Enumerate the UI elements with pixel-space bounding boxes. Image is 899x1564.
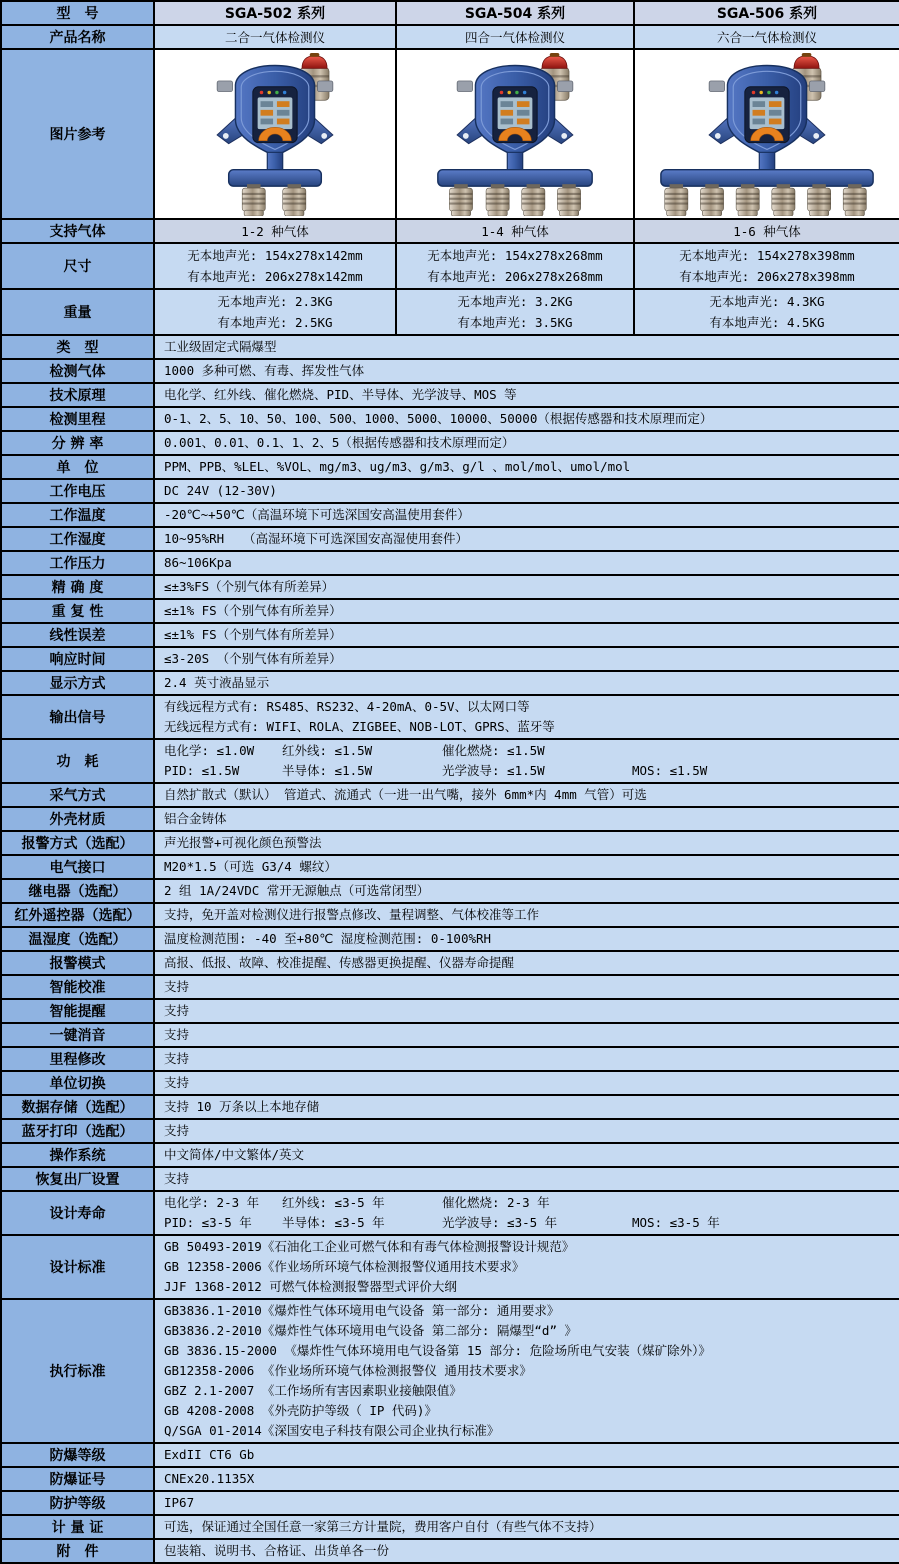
spec-label: 操作系统 (1, 1143, 154, 1167)
spec-value-line: 0-1、2、5、10、50、100、500、1000、5000、10000、50000（根据传感器和技术原理而定） (164, 411, 713, 426)
spec-value (154, 359, 899, 383)
size-506-no-alarm: 无本地声光: 154x278x398mm (679, 248, 855, 263)
spec-value-line (164, 741, 893, 761)
spec-value-line: 10~95%RH （高湿环境下可选深国安高湿使用套件） (164, 531, 468, 546)
spec-value (154, 599, 899, 623)
spec-value-segment: 半导体: ≤3-5 年 (282, 1215, 385, 1230)
gas-support-row (1, 219, 899, 243)
spec-label: 一键消音 (1, 1023, 154, 1047)
spec-row (1, 831, 899, 855)
spec-value-line: GB12358-2006 《作业场所环境气体检测报警仪 通用技术要求》 (164, 1363, 532, 1378)
spec-value-segment: PID: ≤3-5 年 (164, 1215, 252, 1230)
spec-value (154, 575, 899, 599)
spec-value-line: 2 组 1A/24VDC 常开无源触点（可选常闭型） (164, 883, 430, 898)
size-504 (396, 243, 634, 289)
spec-value (154, 1047, 899, 1071)
spec-label: 单 位 (1, 455, 154, 479)
spec-row (1, 807, 899, 831)
spec-value (154, 695, 899, 739)
product-image-6in1 (642, 52, 892, 216)
weight-504-no-alarm: 无本地声光: 3.2KG (457, 294, 573, 309)
spec-value-line: CNEx20.1135X (164, 1471, 255, 1486)
weight-label: 重量 (1, 289, 154, 335)
spec-row (1, 407, 899, 431)
spec-value-line: 自然扩散式（默认） 管道式、流通式（一进一出气嘴，接外 6mm*内 4mm 气管）可选 (164, 787, 647, 802)
spec-value (154, 1539, 899, 1563)
model-row (1, 1, 899, 25)
weight-506-with-alarm: 有本地声光: 4.5KG (709, 315, 825, 330)
spec-label: 数据存储（选配） (1, 1095, 154, 1119)
weight-502-with-alarm: 有本地声光: 2.5KG (217, 315, 333, 330)
spec-value (154, 783, 899, 807)
spec-row (1, 1167, 899, 1191)
spec-value (154, 503, 899, 527)
spec-label: 智能提醒 (1, 999, 154, 1023)
spec-label: 报警方式（选配） (1, 831, 154, 855)
spec-value (154, 1299, 899, 1443)
spec-value-segment: 催化燃烧: 2-3 年 (442, 1195, 550, 1210)
spec-value (154, 407, 899, 431)
spec-row (1, 1143, 899, 1167)
spec-label: 外壳材质 (1, 807, 154, 831)
spec-label: 蓝牙打印（选配） (1, 1119, 154, 1143)
spec-row (1, 623, 899, 647)
spec-value-line: 温度检测范围: -40 至+80℃ 湿度检测范围: 0-100%RH (164, 931, 492, 946)
spec-row (1, 879, 899, 903)
spec-label: 执行标准 (1, 1299, 154, 1443)
spec-value-line: 包装箱、说明书、合格证、出货单各一份 (164, 1543, 390, 1558)
spec-value-line: ≤3-20S （个别气体有所差异） (164, 651, 342, 666)
spec-value-line: 有线远程方式有: RS485、RS232、4-20mA、0-5V、以太网口等 (164, 699, 530, 714)
spec-value (154, 1491, 899, 1515)
spec-value-line: 1000 多种可燃、有毒、挥发性气体 (164, 363, 365, 378)
spec-value (154, 479, 899, 503)
size-502-with-alarm: 有本地声光: 206x278x142mm (187, 269, 363, 284)
spec-value-line: GB 12358-2006《作业场所环境气体检测报警仪通用技术要求》 (164, 1259, 525, 1274)
spec-label: 采气方式 (1, 783, 154, 807)
spec-value-line: 支持 10 万条以上本地存储 (164, 1099, 320, 1114)
gas-support-506: 1-6 种气体 (634, 219, 899, 243)
spec-label: 附 件 (1, 1539, 154, 1563)
spec-row (1, 383, 899, 407)
spec-row (1, 551, 899, 575)
spec-row (1, 1491, 899, 1515)
spec-value-line: GB3836.2-2010《爆炸性气体环境用电气设备 第二部分: 隔爆型“d” 》 (164, 1323, 578, 1338)
spec-value (154, 623, 899, 647)
spec-value-line: ≤±1% FS（个别气体有所差异） (164, 627, 342, 642)
spec-value (154, 671, 899, 695)
image-row (1, 49, 899, 219)
spec-row (1, 951, 899, 975)
spec-value-segment: 红外线: ≤1.5W (282, 743, 373, 758)
weight-502 (154, 289, 396, 335)
spec-value-segment: 半导体: ≤1.5W (282, 763, 373, 778)
spec-label: 类 型 (1, 335, 154, 359)
spec-value (154, 647, 899, 671)
spec-value (154, 455, 899, 479)
spec-value-line: GBZ 2.1-2007 《工作场所有害因素职业接触限值》 (164, 1383, 462, 1398)
spec-row (1, 479, 899, 503)
spec-row (1, 647, 899, 671)
spec-row (1, 1047, 899, 1071)
spec-value-line: 支持 (164, 1051, 190, 1066)
spec-value (154, 383, 899, 407)
spec-value (154, 975, 899, 999)
size-506 (634, 243, 899, 289)
spec-row (1, 1071, 899, 1095)
model-label: 型 号 (1, 1, 154, 25)
product-image-2in1 (157, 52, 393, 216)
spec-value-line: GB 3836.15-2000 《爆炸性气体环境用电气设备第 15 部分: 危险场所电气安装（煤矿除外）》 (164, 1343, 711, 1358)
size-502 (154, 243, 396, 289)
spec-value (154, 1167, 899, 1191)
spec-row (1, 1095, 899, 1119)
size-row (1, 243, 899, 289)
image-label: 图片参考 (1, 49, 154, 219)
spec-label: 输出信号 (1, 695, 154, 739)
size-502-no-alarm: 无本地声光: 154x278x142mm (187, 248, 363, 263)
product-name-506: 六合一气体检测仪 (634, 25, 899, 49)
spec-row (1, 975, 899, 999)
spec-label: 工作湿度 (1, 527, 154, 551)
spec-row (1, 1299, 899, 1443)
spec-value-line: GB 50493-2019《石油化工企业可燃气体和有毒气体检测报警设计规范》 (164, 1239, 575, 1254)
spec-value-line: 支持 (164, 1075, 190, 1090)
spec-label: 分 辨 率 (1, 431, 154, 455)
product-name-row (1, 25, 899, 49)
spec-value-line: DC 24V (12-30V) (164, 483, 277, 498)
spec-value (154, 739, 899, 783)
spec-label: 防爆等级 (1, 1443, 154, 1467)
spec-value (154, 951, 899, 975)
spec-value-line: 支持 (164, 1027, 190, 1042)
spec-label: 检测气体 (1, 359, 154, 383)
spec-label: 计 量 证 (1, 1515, 154, 1539)
spec-value-line (164, 761, 893, 781)
spec-value-line: 铝合金铸体 (164, 811, 227, 826)
spec-value-segment: 红外线: ≤3-5 年 (282, 1195, 385, 1210)
spec-label: 线性误差 (1, 623, 154, 647)
spec-label: 里程修改 (1, 1047, 154, 1071)
spec-row (1, 783, 899, 807)
spec-label: 工作电压 (1, 479, 154, 503)
spec-row (1, 1515, 899, 1539)
spec-value-line: GB 4208-2008 《外壳防护等级（ IP 代码)》 (164, 1403, 437, 1418)
weight-504 (396, 289, 634, 335)
gas-support-label: 支持气体 (1, 219, 154, 243)
weight-506 (634, 289, 899, 335)
spec-value-segment: 电化学: ≤1.0W (164, 743, 255, 758)
spec-value (154, 1515, 899, 1539)
weight-row (1, 289, 899, 335)
size-506-with-alarm: 有本地声光: 206x278x398mm (679, 269, 855, 284)
product-name-504: 四合一气体检测仪 (396, 25, 634, 49)
spec-row (1, 455, 899, 479)
spec-label: 防爆证号 (1, 1467, 154, 1491)
spec-value (154, 831, 899, 855)
spec-value-line (164, 1193, 893, 1213)
spec-value-line: 86~106Kpa (164, 555, 232, 570)
spec-value-line: -20℃~+50℃（高温环境下可选深国安高温使用套件） (164, 507, 470, 522)
spec-label: 重 复 性 (1, 599, 154, 623)
spec-label: 显示方式 (1, 671, 154, 695)
spec-value-segment: 光学波导: ≤1.5W (442, 763, 545, 778)
spec-label: 设计寿命 (1, 1191, 154, 1235)
gas-support-502: 1-2 种气体 (154, 219, 396, 243)
spec-value-line: 支持 (164, 1123, 190, 1138)
spec-value-line: IP67 (164, 1495, 195, 1510)
spec-label: 电气接口 (1, 855, 154, 879)
weight-504-with-alarm: 有本地声光: 3.5KG (457, 315, 573, 330)
spec-value (154, 1443, 899, 1467)
spec-label: 防护等级 (1, 1491, 154, 1515)
spec-value-line: 高报、低报、故障、校准提醒、传感器更换提醒、仪器寿命提醒 (164, 955, 515, 970)
spec-row (1, 695, 899, 739)
spec-value-line: GB3836.1-2010《爆炸性气体环境用电气设备 第一部分: 通用要求》 (164, 1303, 560, 1318)
spec-value-segment: 催化燃烧: ≤1.5W (442, 743, 545, 758)
spec-value-segment: MOS: ≤3-5 年 (632, 1215, 720, 1230)
spec-value-line: 支持，免开盖对检测仪进行报警点修改、量程调整、气体校准等工作 (164, 907, 540, 922)
spec-value-line: 支持 (164, 1003, 190, 1018)
size-504-no-alarm: 无本地声光: 154x278x268mm (427, 248, 603, 263)
spec-row (1, 359, 899, 383)
spec-row (1, 1119, 899, 1143)
size-504-with-alarm: 有本地声光: 206x278x268mm (427, 269, 603, 284)
spec-value (154, 927, 899, 951)
spec-row (1, 927, 899, 951)
spec-row (1, 431, 899, 455)
spec-value-line: M20*1.5（可选 G3/4 螺纹） (164, 859, 337, 874)
spec-value (154, 551, 899, 575)
spec-label: 响应时间 (1, 647, 154, 671)
spec-value-line: 中文简体/中文繁体/英文 (164, 1147, 305, 1162)
spec-label: 智能校准 (1, 975, 154, 999)
spec-value-line: ≤±3%FS（个别气体有所差异） (164, 579, 335, 594)
spec-row (1, 1443, 899, 1467)
spec-row (1, 671, 899, 695)
spec-value-line: 工业级固定式隔爆型 (164, 339, 277, 354)
spec-value (154, 807, 899, 831)
spec-label: 工作压力 (1, 551, 154, 575)
spec-label: 继电器（选配） (1, 879, 154, 903)
product-image-cell-504 (396, 49, 634, 219)
spec-value (154, 1023, 899, 1047)
spec-value (154, 903, 899, 927)
spec-value (154, 1143, 899, 1167)
spec-value (154, 527, 899, 551)
spec-label: 红外遥控器（选配） (1, 903, 154, 927)
weight-502-no-alarm: 无本地声光: 2.3KG (217, 294, 333, 309)
spec-value (154, 879, 899, 903)
spec-value (154, 855, 899, 879)
model-sga504: SGA-504 系列 (396, 1, 634, 25)
spec-row (1, 1539, 899, 1563)
spec-label: 检测里程 (1, 407, 154, 431)
spec-value-line: Q/SGA 01-2014《深国安电子科技有限公司企业执行标准》 (164, 1423, 500, 1438)
spec-value-line: 2.4 英寸液晶显示 (164, 675, 270, 690)
spec-row (1, 1023, 899, 1047)
spec-row (1, 527, 899, 551)
model-sga502: SGA-502 系列 (154, 1, 396, 25)
spec-value-segment: PID: ≤1.5W (164, 763, 240, 778)
product-image-4in1 (397, 52, 633, 216)
spec-value (154, 1235, 899, 1299)
spec-label: 温湿度（选配） (1, 927, 154, 951)
spec-value-line: 声光报警+可视化颜色预警法 (164, 835, 322, 850)
product-image-cell-502 (154, 49, 396, 219)
spec-value-line: 0.001、0.01、0.1、1、2、5（根据传感器和技术原理而定） (164, 435, 515, 450)
gas-support-504: 1-4 种气体 (396, 219, 634, 243)
spec-row (1, 575, 899, 599)
spec-value (154, 1095, 899, 1119)
spec-value-line: 可选，保证通过全国任意一家第三方计量院，费用客户自付（有些气体不支持） (164, 1519, 602, 1534)
spec-value (154, 999, 899, 1023)
spec-value-segment: MOS: ≤1.5W (632, 763, 708, 778)
spec-value-line (164, 1213, 893, 1233)
spec-value (154, 431, 899, 455)
spec-label: 恢复出厂设置 (1, 1167, 154, 1191)
spec-value-line: ExdII CT6 Gb (164, 1447, 255, 1462)
spec-label: 报警模式 (1, 951, 154, 975)
spec-row (1, 1467, 899, 1491)
spec-label: 单位切换 (1, 1071, 154, 1095)
spec-value-line: 支持 (164, 979, 190, 994)
spec-row (1, 855, 899, 879)
spec-value (154, 1071, 899, 1095)
spec-value (154, 1191, 899, 1235)
spec-value-line: 支持 (164, 1171, 190, 1186)
spec-row (1, 903, 899, 927)
spec-value-segment: 电化学: 2-3 年 (164, 1195, 260, 1210)
spec-row (1, 335, 899, 359)
spec-value-line: JJF 1368-2012 可燃气体检测报警器型式评价大纲 (164, 1279, 457, 1294)
spec-value-segment: 光学波导: ≤3-5 年 (442, 1215, 558, 1230)
spec-value (154, 1467, 899, 1491)
spec-label: 技术原理 (1, 383, 154, 407)
spec-row (1, 739, 899, 783)
size-label: 尺寸 (1, 243, 154, 289)
model-sga506: SGA-506 系列 (634, 1, 899, 25)
spec-row (1, 999, 899, 1023)
spec-value-line: PPM、PPB、%LEL、%VOL、mg/m3、ug/m3、g/m3、g/l 、mol/mol、umol/mol (164, 459, 631, 474)
spec-label: 设计标准 (1, 1235, 154, 1299)
product-name-502: 二合一气体检测仪 (154, 25, 396, 49)
spec-value (154, 335, 899, 359)
spec-value (154, 1119, 899, 1143)
product-name-label: 产品名称 (1, 25, 154, 49)
spec-row (1, 503, 899, 527)
spec-row (1, 1191, 899, 1235)
spec-row (1, 1235, 899, 1299)
spec-label: 精 确 度 (1, 575, 154, 599)
spec-label: 功 耗 (1, 739, 154, 783)
spec-row (1, 599, 899, 623)
product-image-cell-506 (634, 49, 899, 219)
spec-value-line: 电化学、红外线、催化燃烧、PID、半导体、光学波导、MOS 等 (164, 387, 517, 402)
spec-label: 工作温度 (1, 503, 154, 527)
spec-value-line: ≤±1% FS（个别气体有所差异） (164, 603, 342, 618)
weight-506-no-alarm: 无本地声光: 4.3KG (709, 294, 825, 309)
spec-value-line: 无线远程方式有: WIFI、ROLA、ZIGBEE、NOB-LOT、GPRS、蓝牙等 (164, 719, 555, 734)
